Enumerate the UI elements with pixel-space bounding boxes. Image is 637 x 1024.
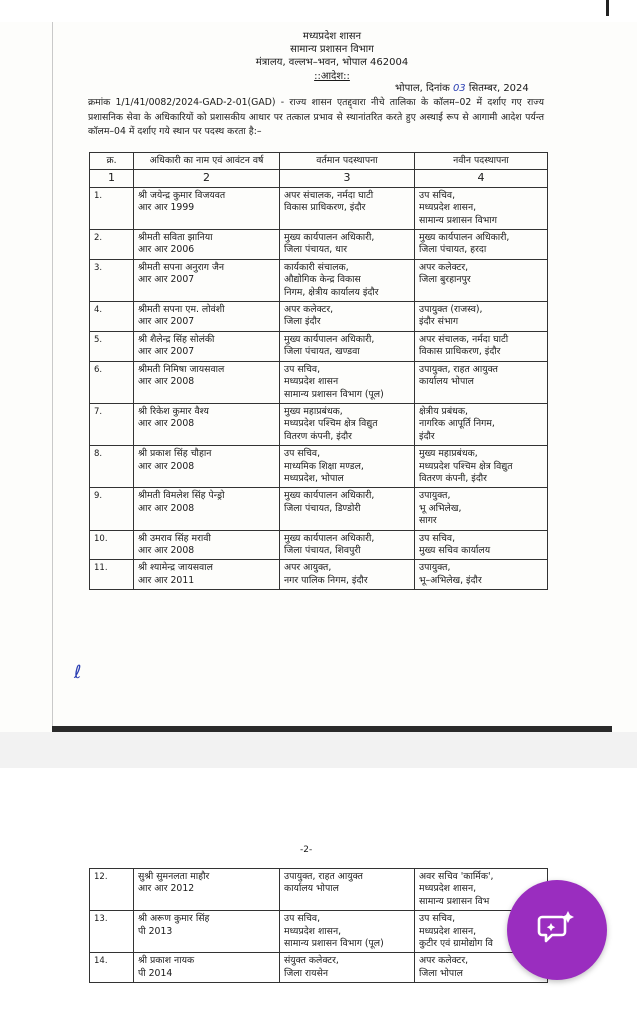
officer-batch: आर आर 1999 xyxy=(138,202,195,214)
officer-cell xyxy=(134,530,280,560)
posting-line: अपर कलेक्टर, xyxy=(284,304,334,316)
officer-cell xyxy=(134,953,280,983)
new-posting-cell xyxy=(415,187,548,229)
transfer-table-page-1 xyxy=(89,152,548,590)
posting-line: जिला रायसेन xyxy=(284,967,329,979)
posting-line: सामान्य प्रशासन विभाग xyxy=(419,214,497,226)
officer-batch: आर आर 2008 xyxy=(138,460,195,472)
officer-batch: पी 2014 xyxy=(138,967,173,979)
row-serial: 8. xyxy=(90,446,134,488)
officer-cell xyxy=(134,302,280,332)
posting-line: अपर आयुक्त, xyxy=(284,562,332,574)
officer-cell xyxy=(134,488,280,530)
row-serial: 10. xyxy=(90,530,134,560)
transfer-table-page-2 xyxy=(89,868,548,983)
new-posting-cell xyxy=(415,446,548,488)
officer-batch: आर आर 2008 xyxy=(138,544,195,556)
col-header-current-posting: वर्तमान पदस्थापना xyxy=(280,153,415,170)
officer-batch: आर आर 2007 xyxy=(138,316,195,328)
table-row xyxy=(90,361,548,403)
officer-name: श्री प्रकाश सिंह चौहान xyxy=(138,448,212,460)
top-bar xyxy=(0,0,637,22)
officer-name: श्री अरूण कुमार सिंह xyxy=(138,913,210,925)
officer-batch: आर आर 2008 xyxy=(138,502,195,514)
officer-cell xyxy=(134,446,280,488)
order-paragraph: क्रमांक 1/1/41/0082/2024-GAD-2-01(GAD) - राज्य शासन एतद्द्वारा नीचे तालिका के कॉलम–02 में दर्शाए गए राज्य प्रशासनिक सेवा के अधिकारियों को प्रशासकीय आधार पर तत्काल प्रभाव से स्थानांतरित करते हुए अस्थाई रूप से आगामी आदेश पर्यन्त कॉलम–04 में दर्शाए गये स्थान पर पदस्थ करता है:– xyxy=(88,97,544,137)
officer-name: श्रीमती विमलेश सिंह पेन्ड्रो xyxy=(138,490,225,502)
posting-line: कार्यकारी संचालक, xyxy=(284,261,349,273)
posting-line: जिला इंदौर xyxy=(284,316,321,328)
officer-batch: आर आर 2006 xyxy=(138,244,195,256)
date-day-handwritten: 03 xyxy=(452,83,466,94)
posting-line: नगर पालिक निगम, इंदौर xyxy=(284,574,368,586)
table-row xyxy=(90,869,548,911)
officer-batch: पी 2013 xyxy=(138,925,173,937)
posting-line: मध्यप्रदेश पश्चिम क्षेत्र विद्युत xyxy=(284,418,378,430)
posting-line: सामान्य प्रशासन विभाग (पूल) xyxy=(284,388,384,400)
posting-line: मुख्य कार्यपालन अधिकारी, xyxy=(419,232,510,244)
officer-batch: आर आर 2007 xyxy=(138,274,195,286)
officer-cell xyxy=(134,187,280,229)
posting-line: मुख्य महाप्रबंधक, xyxy=(284,405,343,417)
posting-line: जिला पंचायत, डिण्डोरी xyxy=(284,502,361,514)
posting-line: मुख्य कार्यपालन अधिकारी, xyxy=(284,532,375,544)
officer-name: श्रीमती सपना अनुराग जैन xyxy=(138,261,225,273)
posting-line: सामान्य प्रशासन विभाग (पूल) xyxy=(284,938,384,950)
posting-line: मध्यप्रदेश शासन, xyxy=(419,202,477,214)
posting-line: कार्यालय भोपाल xyxy=(419,376,474,388)
row-serial: 13. xyxy=(90,911,134,953)
posting-line: वितरण कंपनी, इंदौर xyxy=(419,472,487,484)
posting-line: उपायुक्त (राजस्व), xyxy=(419,304,483,316)
officer-name: सुश्री सुमनलता माहौर xyxy=(138,871,210,882)
posting-line: उपायुक्त, xyxy=(419,490,451,502)
posting-line: मुख्य कार्यपालन अधिकारी, xyxy=(284,490,375,502)
posting-line: जिला पंचायत, धार xyxy=(284,244,348,256)
header-address: मंत्रालय, वल्लभ–भवन, भोपाल 462004 xyxy=(255,57,409,68)
officer-name: श्रीमती निमिषा जायसवाल xyxy=(138,363,225,375)
new-posting-cell xyxy=(415,403,548,445)
posting-line: कार्यालय भोपाल xyxy=(284,883,339,895)
officer-name: श्री रिकेश कुमार वैश्य xyxy=(138,405,209,417)
posting-line: सागर xyxy=(419,515,437,527)
posting-line: उप सचिव, xyxy=(284,363,321,375)
posting-line: संयुक्त कलेक्टर, xyxy=(284,955,339,967)
officer-name: श्रीमती सपना एम. लोवंशी xyxy=(138,304,225,316)
current-posting-cell xyxy=(280,488,415,530)
table-row xyxy=(90,911,548,953)
officer-name: श्री प्रकाश नायक xyxy=(138,955,195,967)
col-header-new-posting: नवीन पदस्थापना xyxy=(415,153,548,170)
table-row xyxy=(90,953,548,983)
posting-line: विकास प्राधिकरण, इंदौर xyxy=(419,346,501,358)
current-posting-cell xyxy=(280,446,415,488)
posting-line: अपर संचालक, नर्मदा घाटी xyxy=(284,189,374,201)
posting-line: मध्यप्रदेश पश्चिम क्षेत्र विद्युत xyxy=(419,460,513,472)
table-row xyxy=(90,331,548,361)
posting-line: मध्यप्रदेश शासन, xyxy=(419,883,477,895)
posting-line: जिला पंचायत, शिवपुरी xyxy=(284,544,361,556)
new-posting-cell xyxy=(415,230,548,260)
current-posting-cell xyxy=(280,187,415,229)
posting-line: मुख्य सचिव कार्यालय xyxy=(419,544,491,556)
row-serial: 14. xyxy=(90,953,134,983)
officer-cell xyxy=(134,911,280,953)
header-department: सामान्य प्रशासन विभाग xyxy=(290,44,374,55)
posting-line: जिला पंचायत, हरदा xyxy=(419,244,487,256)
officer-name: श्री शैलेन्द्र सिंह सोलंकी xyxy=(138,333,215,345)
officer-cell xyxy=(134,259,280,301)
officer-name: श्री श्यामेन्द्र जायसवाल xyxy=(138,562,213,574)
posting-line: मध्यप्रदेश, भोपाल xyxy=(284,472,344,484)
posting-line: नागरिक आपूर्ति निगम, xyxy=(419,418,495,430)
col-number: 1 xyxy=(90,170,134,187)
officer-batch: आर आर 2012 xyxy=(138,883,195,895)
row-serial: 2. xyxy=(90,230,134,260)
posting-line: अपर कलेक्टर, xyxy=(419,955,469,967)
officer-batch: आर आर 2007 xyxy=(138,346,195,358)
header-order-title: ::आदेश:: xyxy=(314,71,350,82)
posting-line: उप सचिव, xyxy=(284,448,321,460)
new-posting-cell xyxy=(415,259,548,301)
row-serial: 6. xyxy=(90,361,134,403)
officer-name: श्रीमती सविता झानिया xyxy=(138,232,213,244)
table-row xyxy=(90,403,548,445)
current-posting-cell xyxy=(280,953,415,983)
page-margin-line xyxy=(52,22,53,734)
status-indicator xyxy=(606,0,609,16)
current-posting-cell xyxy=(280,259,415,301)
table-row xyxy=(90,488,548,530)
current-posting-cell xyxy=(280,230,415,260)
table-row xyxy=(90,560,548,590)
current-posting-cell xyxy=(280,302,415,332)
chat-assistant-button[interactable] xyxy=(507,880,607,980)
page-2-number: -2- xyxy=(300,845,313,855)
posting-line: सामान्य प्रशासन विभ xyxy=(419,895,490,907)
current-posting-cell xyxy=(280,361,415,403)
new-posting-cell xyxy=(415,331,548,361)
officer-cell xyxy=(134,403,280,445)
order-date xyxy=(395,80,529,94)
posting-line: उप सचिव, xyxy=(419,913,456,925)
posting-line: अवर सचिव 'कार्मिक', xyxy=(419,871,494,882)
posting-line: मुख्य कार्यपालन अधिकारी, xyxy=(284,232,375,244)
posting-line: अपर कलेक्टर, xyxy=(419,261,469,273)
posting-line: मध्यप्रदेश शासन xyxy=(284,376,339,388)
current-posting-cell xyxy=(280,911,415,953)
posting-line: निगम, क्षेत्रीय कार्यालय इंदौर xyxy=(284,286,379,298)
col-number: 4 xyxy=(415,170,548,187)
row-serial: 1. xyxy=(90,187,134,229)
officer-name: श्री उमराव सिंह मरावी xyxy=(138,532,211,544)
table-row xyxy=(90,187,548,229)
officer-cell xyxy=(134,560,280,590)
current-posting-cell xyxy=(280,403,415,445)
officer-batch: आर आर 2008 xyxy=(138,418,195,430)
officer-batch: आर आर 2008 xyxy=(138,376,195,388)
chat-sparkle-icon xyxy=(537,908,577,948)
posting-line: औद्योगिक केन्द्र विकास xyxy=(284,274,361,286)
posting-line: भू–अभिलेख, इंदौर xyxy=(419,574,482,586)
table-row xyxy=(90,230,548,260)
row-serial: 9. xyxy=(90,488,134,530)
posting-line: भू अभिलेख, xyxy=(419,502,462,514)
new-posting-cell xyxy=(415,302,548,332)
row-serial: 7. xyxy=(90,403,134,445)
current-posting-cell xyxy=(280,331,415,361)
table-row xyxy=(90,446,548,488)
date-prefix: भोपाल, दिनांक xyxy=(395,83,450,94)
posting-line: उप सचिव, xyxy=(419,189,456,201)
new-posting-cell xyxy=(415,560,548,590)
posting-line: उप सचिव, xyxy=(284,913,321,925)
posting-line: जिला भोपाल xyxy=(419,967,463,979)
col-number: 3 xyxy=(280,170,415,187)
officer-name: श्री जयेन्द्र कुमार विजयवत xyxy=(138,189,226,201)
table-row xyxy=(90,259,548,301)
page-separator xyxy=(0,732,637,768)
posting-line: क्षेत्रीय प्रबंधक, xyxy=(419,405,468,417)
posting-line: उपायुक्त, xyxy=(419,562,451,574)
current-posting-cell xyxy=(280,560,415,590)
posting-line: उप सचिव, xyxy=(419,532,456,544)
posting-line: वितरण कंपनी, इंदौर xyxy=(284,430,352,442)
posting-line: मुख्य कार्यपालन अधिकारी, xyxy=(284,333,375,345)
col-header-serial: क्र. xyxy=(90,153,134,170)
posting-line: इंदौर xyxy=(419,430,435,442)
new-posting-cell xyxy=(415,530,548,560)
row-serial: 11. xyxy=(90,560,134,590)
current-posting-cell xyxy=(280,530,415,560)
officer-batch: आर आर 2011 xyxy=(138,574,195,586)
new-posting-cell xyxy=(415,488,548,530)
col-number: 2 xyxy=(134,170,280,187)
officer-cell xyxy=(134,230,280,260)
posting-line: मध्यप्रदेश शासन, xyxy=(284,925,342,937)
signature-mark: ℓ xyxy=(74,662,82,683)
row-serial: 12. xyxy=(90,869,134,911)
table-row xyxy=(90,302,548,332)
row-serial: 4. xyxy=(90,302,134,332)
posting-line: माध्यमिक शिक्षा मण्डल, xyxy=(284,460,364,472)
posting-line: अपर संचालक, नर्मदा घाटी xyxy=(419,333,509,345)
table-row xyxy=(90,530,548,560)
posting-line: मध्यप्रदेश शासन, xyxy=(419,925,477,937)
date-suffix: सितम्बर, 2024 xyxy=(468,83,529,94)
row-serial: 3. xyxy=(90,259,134,301)
col-header-officer: अधिकारी का नाम एवं आवंटन वर्ष xyxy=(134,153,280,170)
posting-line: इंदौर संभाग xyxy=(419,316,459,328)
officer-cell xyxy=(134,361,280,403)
new-posting-cell xyxy=(415,361,548,403)
posting-line: कुटीर एवं ग्रामोद्योग वि xyxy=(419,938,493,950)
posting-line: मुख्य महाप्रबंधक, xyxy=(419,448,478,460)
officer-cell xyxy=(134,869,280,911)
header-government: मध्यप्रदेश शासन xyxy=(302,31,362,42)
officer-cell xyxy=(134,331,280,361)
posting-line: विकास प्राधिकरण, इंदौर xyxy=(284,202,366,214)
posting-line: उपायुक्त, राहत आयुक्त xyxy=(419,363,498,375)
current-posting-cell xyxy=(280,869,415,911)
posting-line: जिला बुरहानपुर xyxy=(419,274,471,286)
row-serial: 5. xyxy=(90,331,134,361)
posting-line: जिला पंचायत, खण्डवा xyxy=(284,346,360,358)
posting-line: उपायुक्त, राहत आयुक्त xyxy=(284,871,363,882)
